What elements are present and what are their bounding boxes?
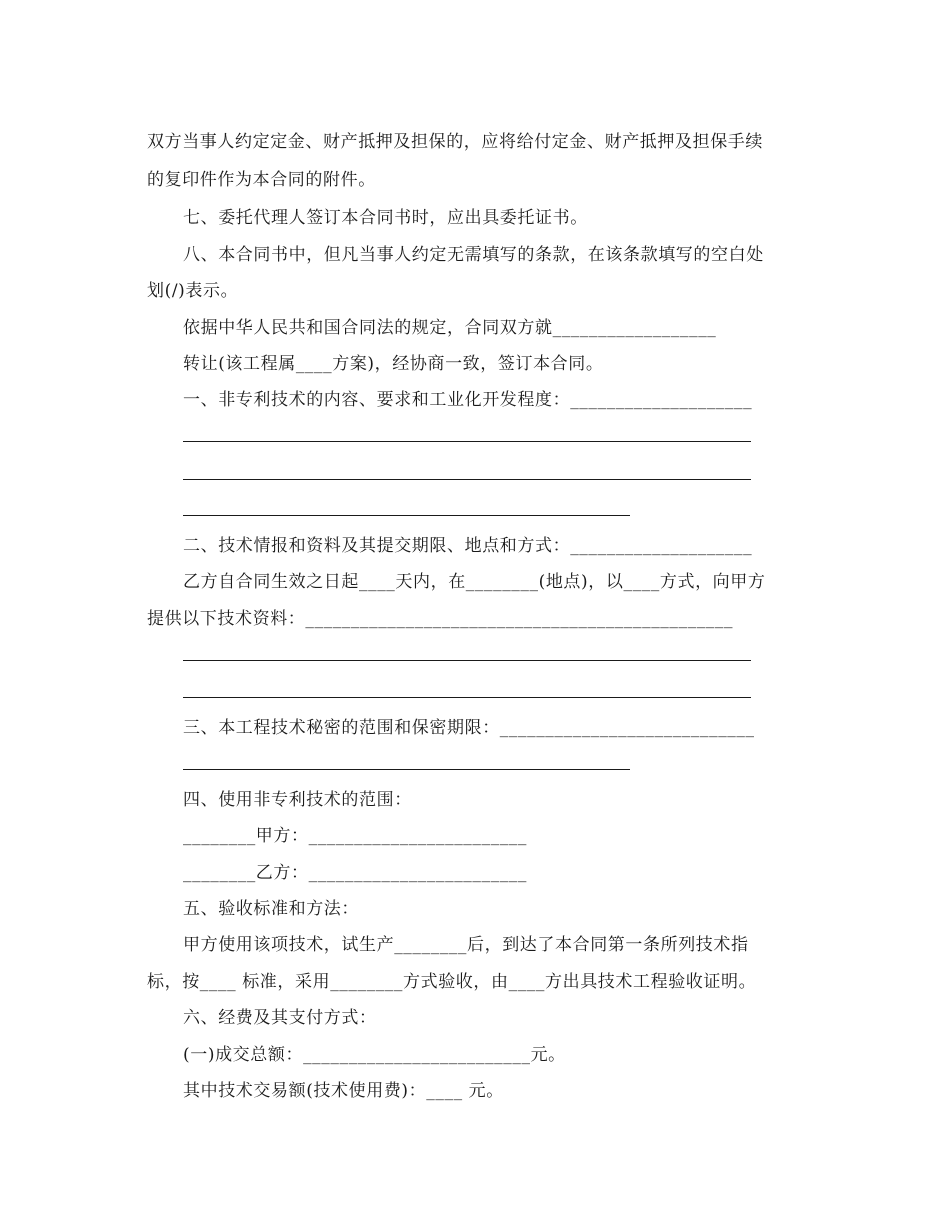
preamble: 依据中华人民共和国合同法的规定，合同双方就__________________ — [183, 318, 717, 338]
section-1-heading: 一、非专利技术的内容、要求和工业化开发程度：____________________ — [183, 390, 753, 410]
fill-blank-line — [183, 769, 630, 770]
section-4-heading: 四、使用非专利技术的范围： — [183, 790, 412, 810]
fill-blank-line — [183, 515, 630, 516]
section-6-heading: 六、经费及其支付方式： — [183, 1008, 377, 1028]
section-5-body: 标，按____ 标准，采用________方式验收，由____方出具技术工程验收证明。 — [147, 972, 757, 992]
section-5-body: 甲方使用该项技术，试生产________后，到达了本合同第一条所列技术指 — [183, 935, 749, 955]
preamble-cont: 转让(该工程属____方案)，经协商一致，签订本合同。 — [183, 354, 604, 374]
party-a-line: ________甲方：________________________ — [183, 826, 527, 846]
section-3-heading: 三、本工程技术秘密的范围和保密期限：____________________________ — [183, 718, 755, 738]
section-5-heading: 五、验收标准和方法： — [183, 899, 359, 919]
total-amount-line: (一)成交总额：_________________________元。 — [183, 1045, 566, 1065]
tech-fee-line: 其中技术交易额(技术使用费)：____ 元。 — [183, 1081, 504, 1101]
clause-8: 八、本合同书中，但凡当事人约定无需填写的条款，在该条款填写的空白处 — [183, 245, 764, 265]
party-b-line: ________乙方：________________________ — [183, 863, 527, 883]
clause-7: 七、委托代理人签订本合同书时，应出具委托证书。 — [183, 208, 588, 228]
fill-blank-line — [183, 697, 751, 698]
section-2-heading: 二、技术情报和资料及其提交期限、地点和方式：____________________ — [183, 536, 753, 556]
text-line: 的复印件作为本合同的附件。 — [147, 170, 376, 190]
fill-blank-line — [183, 479, 751, 480]
fill-blank-line — [183, 441, 751, 442]
section-2-body: 提供以下技术资料：_______________________________________________ — [147, 609, 734, 629]
text-line: 双方当事人约定定金、财产抵押及担保的，应将给付定金、财产抵押及担保手续 — [147, 132, 763, 152]
text-line: 划(/)表示。 — [147, 281, 239, 301]
section-2-body: 乙方自合同生效之日起____天内，在________(地点)，以____方式，向甲方 — [183, 572, 766, 592]
fill-blank-line — [183, 660, 751, 661]
